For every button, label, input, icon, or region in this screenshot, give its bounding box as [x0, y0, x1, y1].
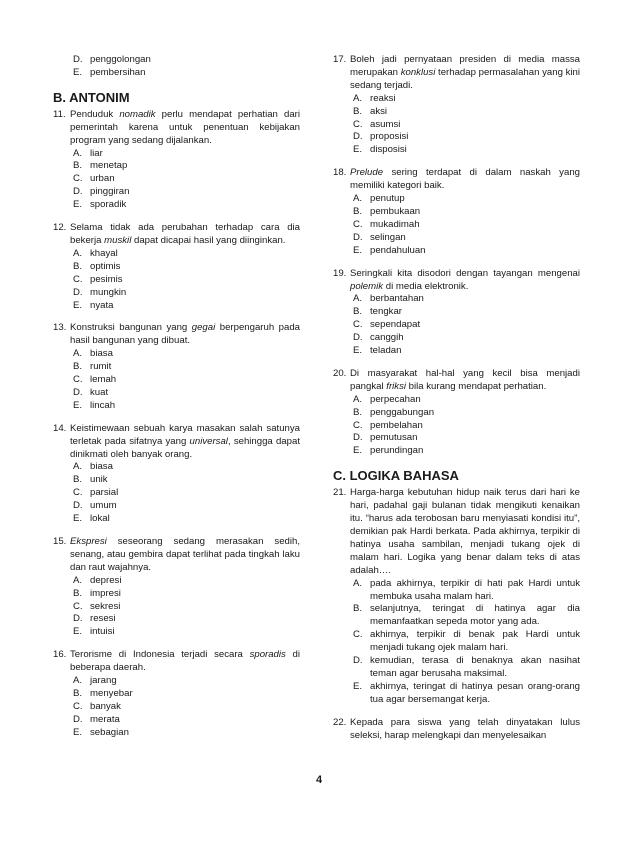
question-18	[333, 167, 580, 257]
question-text: Prelude sering terdapat di dalam naskah yang memiliki kategori baik.	[350, 167, 580, 192]
question-14	[53, 423, 300, 526]
question-19	[333, 268, 580, 358]
question-text: Harga-harga kebutuhan hidup naik terus dari hari ke hari, padahal gaji bulanan tidak mengikuti kenaikan itu. “harus ada terobosan baru menyiasati kondisi itu”, demikian pak Hardi berkata. Pada akhirnya, terpikir di hatinya usaha sambilan, menjadi tukang ojek di malam hari. Logika yang benar dalam teks di atas adalah….	[350, 487, 580, 576]
question-number: 19.	[333, 267, 347, 279]
options-list	[73, 348, 300, 413]
section-heading-logika-bahasa: C. LOGIKA BAHASA	[333, 468, 459, 484]
question-text: Konstruksi bangunan yang gegai berpengaruh pada hasil bangunan yang dibuat.	[70, 322, 300, 347]
question-number: 16.	[53, 649, 67, 661]
question-number: 14.	[53, 422, 67, 434]
option: A. biasa	[73, 461, 113, 473]
question-number: 15.	[53, 536, 67, 547]
option: E. pembersihan	[73, 66, 146, 78]
question-text: Selama tidak ada perubahan terhadap cara dia bekerja muskil dapat dicapai hasil yang diinginkan.	[70, 222, 300, 246]
question-text: Ekspresi seseorang sedang merasakan sedih, senang, atau gembira dapat terlihat pada tingkah laku dan raut wajahnya.	[70, 536, 300, 573]
question-number: 22.	[333, 716, 347, 728]
option: C. urban	[73, 173, 115, 185]
option: B. tengkar	[353, 306, 402, 318]
option: B. menetap	[73, 160, 128, 172]
options-list	[73, 248, 300, 313]
options-list	[73, 148, 300, 213]
option: A. reaksi	[353, 92, 396, 104]
option: E. nyata	[73, 299, 114, 311]
option: A. depresi	[73, 574, 122, 586]
option: A. penutup	[353, 193, 405, 205]
option: B. impresi	[73, 587, 121, 599]
option: A. pada akhirnya, terpikir di hati pak Hardi untuk membuka usaha malam hari.	[353, 577, 580, 602]
option: A. biasa	[73, 348, 113, 360]
option: B. rumit	[73, 361, 112, 373]
question-21	[333, 487, 580, 706]
options-list	[353, 93, 580, 158]
options-list	[73, 575, 300, 640]
question-number: 11.	[53, 108, 66, 120]
option: E. lokal	[73, 513, 110, 525]
option: B. menyebar	[73, 687, 133, 699]
option: D. canggih	[353, 332, 404, 344]
question-number: 21.	[333, 487, 347, 499]
option: A. jarang	[73, 675, 117, 687]
question-number: 18.	[333, 167, 347, 179]
question-text: Terorisme di Indonesia terjadi secara sporadis di beberapa daerah.	[70, 649, 300, 674]
option: D. mungkin	[73, 286, 127, 298]
option: B. optimis	[73, 260, 121, 272]
question-13	[53, 322, 300, 412]
question-number: 17.	[333, 54, 347, 65]
option: A. khayal	[73, 247, 118, 259]
option: B. aksi	[353, 105, 388, 117]
question-text: Boleh jadi pernyataan presiden di media massa merupakan konklusi terhadap permasalahan yang kini sedang terjadi.	[350, 54, 580, 91]
option: C. parsial	[73, 487, 119, 499]
option: C. pesimis	[73, 273, 123, 285]
option: B. unik	[73, 474, 108, 486]
question-22	[333, 717, 580, 743]
option: D. pemutusan	[353, 432, 418, 444]
option: D. merata	[73, 713, 120, 725]
option: E. disposisi	[353, 144, 407, 156]
option: D. umum	[73, 500, 117, 512]
option: E. akhirnya, teringat di hatinya pesan orang-orang tua agar bersemangat kerja.	[353, 680, 580, 705]
option: D. resesi	[73, 613, 116, 625]
right-column	[333, 54, 580, 743]
question-20	[333, 368, 580, 458]
option: B. pembukaan	[353, 205, 421, 217]
options-list	[73, 675, 300, 740]
option: B. penggabungan	[353, 406, 435, 418]
options-list	[353, 394, 580, 459]
option: A. berbantahan	[353, 293, 424, 305]
question-15	[53, 536, 300, 639]
question-text: Di masyarakat hal-hal yang kecil bisa menjadi pangkal friksi bila kurang mendapat perhatian.	[350, 367, 580, 392]
question-number: 12.	[53, 222, 67, 234]
q10-tail-options	[73, 54, 300, 80]
option: E. pendahuluan	[353, 244, 426, 256]
question-text: Seringkali kita disodori dengan tayangan mengenai polemik di media elektronik.	[350, 267, 580, 292]
option: D. kuat	[73, 386, 109, 398]
options-list	[73, 461, 300, 526]
option: A. liar	[73, 147, 103, 159]
option: E. sebagian	[73, 726, 129, 738]
section-heading-antonim: B. ANTONIM	[53, 89, 130, 105]
option: D. kemudian, terasa di benaknya akan nasihat teman agar berusaha maksimal.	[353, 655, 580, 679]
option: E. intuisi	[73, 626, 115, 638]
option: C. lemah	[73, 374, 117, 386]
question-17	[333, 54, 580, 157]
option: C. banyak	[73, 700, 121, 712]
option: D. pinggiran	[73, 186, 130, 198]
options-list	[353, 578, 580, 707]
page-number: 4	[315, 774, 323, 786]
options-list	[353, 193, 580, 258]
question-16	[53, 649, 300, 739]
option: E. teladan	[353, 345, 402, 357]
question-12	[53, 222, 300, 312]
question-text: Kepada para siswa yang telah dinyatakan lulus seleksi, harap melengkapi dan menyelesaikan	[350, 716, 580, 741]
option: C. asumsi	[353, 118, 401, 130]
option: C. sekresi	[73, 600, 121, 612]
option: C. mukadimah	[353, 218, 420, 230]
question-number: 20.	[333, 367, 347, 379]
option: B. selanjutnya, teringat di hatinya agar dia memanfaatkan sepeda motor yang ada.	[353, 603, 580, 628]
option: E. perundingan	[353, 445, 424, 457]
left-column	[53, 54, 300, 750]
option: D. proposisi	[353, 131, 409, 143]
option: C. akhirnya, terpikir di benak pak Hardi untuk menjadi tukang ojek malam hari.	[353, 629, 580, 654]
option: C. sependapat	[353, 319, 421, 331]
options-list	[353, 293, 580, 358]
question-text: Keistimewaan sebuah karya masakan salah satunya terletak pada sifatnya yang universal, sehingga dapat dinikmati oleh banyak orang.	[70, 422, 300, 460]
question-text: Penduduk nomadik perlu mendapat perhatian dari pemerintah karena untuk penentuan kebijakan program yang sedang dijalankan.	[70, 108, 300, 146]
option: A. perpecahan	[353, 393, 421, 405]
option: D. selingan	[353, 231, 406, 243]
option: D. penggolongan	[73, 54, 151, 65]
question-11	[53, 109, 300, 212]
option: E. lincah	[73, 399, 116, 411]
option: C. pembelahan	[353, 419, 423, 431]
option: E. sporadik	[73, 199, 127, 211]
question-number: 13.	[53, 322, 67, 334]
